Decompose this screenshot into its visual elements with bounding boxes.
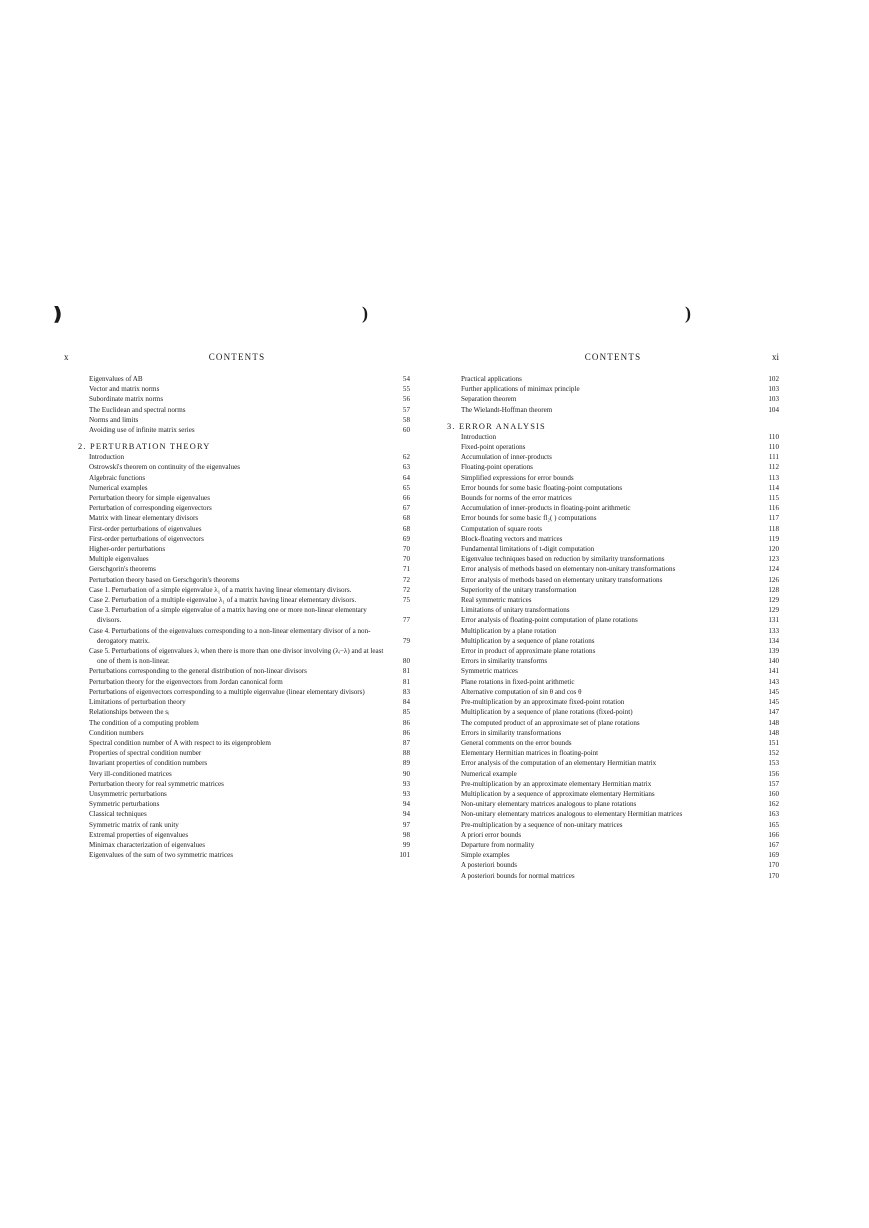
toc-entry-label: Multiplication by a sequence of plane rotations (fixed-point) xyxy=(461,708,633,717)
toc-entry-label: Error bounds for some basic fl₂( ) computations xyxy=(461,514,597,523)
toc-entry-page: 170 xyxy=(768,861,779,870)
toc-entry xyxy=(64,718,410,728)
toc-entry-page: 68 xyxy=(402,514,410,523)
toc-entry-label: Elementary Hermitian matrices in floating-point xyxy=(461,749,599,758)
toc-entry xyxy=(447,483,779,493)
toc-entry xyxy=(64,575,410,585)
toc-entry-page: 169 xyxy=(768,851,779,860)
toc-entry-label: A posteriori bounds for normal matrices xyxy=(461,871,575,880)
toc-entry-label: The Euclidean and spectral norms xyxy=(89,405,186,414)
toc-entry-label: Avoiding use of infinite matrix series xyxy=(89,426,195,435)
toc-entry-label: Condition numbers xyxy=(89,728,144,737)
toc-entry xyxy=(447,626,779,636)
toc-entry-page: 77 xyxy=(402,616,410,625)
toc-entry xyxy=(64,513,410,523)
toc-entry-page: 133 xyxy=(768,626,779,635)
right-page-number: xi xyxy=(771,352,779,362)
toc-entry-label: Case 5. Perturbations of eigenvalues λᵢ when there is more than one divisor involving (λᵢ−λ) and at least one of them is non-linear. xyxy=(89,647,384,666)
toc-entry-page: 170 xyxy=(768,871,779,880)
toc-entry xyxy=(64,666,410,676)
toc-entry-label: Properties of spectral condition number xyxy=(89,749,202,758)
toc-entry-label: Case 2. Perturbation of a multiple eigenvalue λ₁ of a matrix having linear elementary divisors. xyxy=(89,596,357,605)
toc-entry xyxy=(447,758,779,768)
toc-entry-label: Perturbation theory for simple eigenvalues xyxy=(89,494,210,503)
toc-entry xyxy=(447,656,779,666)
toc-entry-label: Unsymmetric perturbations xyxy=(89,789,167,798)
toc-entry xyxy=(64,687,410,697)
toc-entry-page: 88 xyxy=(402,749,410,758)
toc-entry xyxy=(447,697,779,707)
toc-entry xyxy=(64,799,410,809)
toc-entry-label: Error analysis of the computation of an elementary Hermitian matrix xyxy=(461,759,657,768)
toc-entry-label: Pre-multiplication by a sequence of non-unitary matrices xyxy=(461,820,623,829)
toc-entry-label: The condition of a computing problem xyxy=(89,718,199,727)
toc-entry-page: 99 xyxy=(402,840,410,849)
toc-entry-page: 71 xyxy=(402,565,410,574)
toc-entry-label: Invariant properties of condition numbers xyxy=(89,759,208,768)
toc-entry-page: 117 xyxy=(768,514,779,523)
toc-entry-label: Eigenvalues of the sum of two symmetric matrices xyxy=(89,851,234,860)
toc-entry xyxy=(64,564,410,574)
toc-entry-page: 70 xyxy=(402,545,410,554)
toc-entry xyxy=(64,585,410,595)
toc-entry xyxy=(447,687,779,697)
toc-entry-label: Subordinate matrix norms xyxy=(89,395,164,404)
toc-entry xyxy=(64,779,410,789)
toc-entry-label: Simple examples xyxy=(461,851,510,860)
toc-entry xyxy=(64,626,410,646)
toc-entry xyxy=(447,605,779,615)
left-page xyxy=(64,352,410,860)
toc-entry xyxy=(447,544,779,554)
toc-entry xyxy=(447,554,779,564)
toc-entry-page: 160 xyxy=(768,789,779,798)
toc-entry-label: Accumulation of inner-products in floating-point arithmetic xyxy=(461,504,631,513)
toc-entry-label: Symmetric matrices xyxy=(461,667,518,676)
toc-entry xyxy=(64,452,410,462)
toc-entry-label: Non-unitary elementary matrices analogous to elementary Hermitian matrices xyxy=(461,810,683,819)
toc-entry-page: 129 xyxy=(768,596,779,605)
toc-entry-page: 163 xyxy=(768,810,779,819)
toc-entry-label: Limitations of unitary transformations xyxy=(461,606,570,615)
scan-mark-middle: ) xyxy=(362,303,368,323)
toc-entry-page: 145 xyxy=(768,698,779,707)
toc-entry xyxy=(64,415,410,425)
toc-entry-label: Practical applications xyxy=(461,375,522,383)
toc-entry xyxy=(447,513,779,523)
right-page-title: CONTENTS xyxy=(584,352,642,362)
toc-entry xyxy=(64,544,410,554)
toc-entry xyxy=(447,809,779,819)
toc-entry xyxy=(64,697,410,707)
toc-entry-page: 83 xyxy=(402,687,410,696)
toc-entry-page: 129 xyxy=(768,606,779,615)
toc-entry xyxy=(64,677,410,687)
toc-entry-page: 156 xyxy=(768,769,779,778)
toc-entry-label: Perturbations corresponding to the general distribution of non-linear divisors xyxy=(89,667,307,676)
toc-entry-page: 123 xyxy=(768,555,779,564)
toc-entry-label: Error analysis of floating-point computation of plane rotations xyxy=(461,616,638,625)
toc-entry-page: 118 xyxy=(768,524,779,533)
toc-entry-page: 63 xyxy=(402,463,410,472)
toc-entry xyxy=(64,503,410,513)
toc-entry-label: Error in product of approximate plane rotations xyxy=(461,647,596,656)
toc-entry-label: Perturbations of eigenvectors corresponding to a multiple eigenvalue (linear elementary divisors) xyxy=(89,687,365,696)
toc-entry-label: Error bounds for some basic floating-point computations xyxy=(461,483,623,492)
toc-entry-page: 165 xyxy=(768,820,779,829)
toc-entry-page: 62 xyxy=(402,453,410,462)
toc-entry-label: First-order perturbations of eigenvalues xyxy=(89,524,202,533)
toc-entry-label: Perturbation theory based on Gerschgorin's theorems xyxy=(89,575,240,584)
toc-entry-label: Perturbation theory for real symmetric matrices xyxy=(89,779,224,788)
toc-entry-label: Numerical examples xyxy=(89,483,148,492)
toc-entry-page: 126 xyxy=(768,575,779,584)
toc-entry-page: 56 xyxy=(402,395,410,404)
toc-entry xyxy=(447,384,779,394)
toc-entry-page: 94 xyxy=(402,800,410,809)
toc-entry xyxy=(447,789,779,799)
toc-entry-label: Classical techniques xyxy=(89,810,147,819)
toc-entry-page: 81 xyxy=(402,677,410,686)
toc-entry xyxy=(64,483,410,493)
toc-entry-label: Alternative computation of sin θ and cos θ xyxy=(461,687,582,696)
toc-entry-label: Gerschgorin's theorems xyxy=(89,565,156,574)
toc-entry-label: Real symmetric matrices xyxy=(461,596,532,605)
toc-entry-page: 145 xyxy=(768,687,779,696)
toc-entry-label: Multiplication by a sequence of plane rotations xyxy=(461,636,595,645)
toc-entry-page: 111 xyxy=(768,453,779,462)
toc-entry-label: Case 1. Perturbation of a simple eigenvalue λ₁ of a matrix having linear elementary divisors. xyxy=(89,585,352,594)
toc-entry-page: 131 xyxy=(768,616,779,625)
toc-entry-page: 148 xyxy=(768,718,779,727)
toc-entry-label: Very ill-conditioned matrices xyxy=(89,769,172,778)
toc-entry-label: Algebraic functions xyxy=(89,473,146,482)
toc-entry-page: 148 xyxy=(768,728,779,737)
toc-entry xyxy=(447,462,779,472)
toc-entry xyxy=(447,718,779,728)
toc-entry-page: 119 xyxy=(768,534,779,543)
toc-entry xyxy=(64,707,410,717)
toc-entry xyxy=(447,442,779,452)
left-chapter-title: 2. PERTURBATION THEORY xyxy=(78,442,211,452)
toc-entry-page: 110 xyxy=(768,432,779,441)
toc-entry-label: The computed product of an approximate set of plane rotations xyxy=(461,718,640,727)
toc-entry xyxy=(447,394,779,404)
toc-entry-page: 85 xyxy=(402,708,410,717)
toc-entry-label: Introduction xyxy=(461,432,497,441)
toc-entry-label: Perturbation of corresponding eigenvectors xyxy=(89,504,212,513)
toc-entry-label: Relationships between the sᵢ xyxy=(89,708,170,717)
toc-entry-label: Numerical example xyxy=(461,769,517,778)
toc-entry-label: Introduction xyxy=(89,453,125,462)
toc-entry xyxy=(64,394,410,404)
toc-entry-page: 124 xyxy=(768,565,779,574)
toc-entry xyxy=(64,789,410,799)
toc-entry xyxy=(447,840,779,850)
toc-entry-page: 102 xyxy=(768,375,779,383)
toc-entry xyxy=(64,473,410,483)
toc-entry-label: Ostrowski's theorem on continuity of the eigenvalues xyxy=(89,463,241,472)
toc-entry-page: 54 xyxy=(402,375,410,383)
toc-entry-label: Separation theorem xyxy=(461,395,517,404)
toc-entry xyxy=(64,809,410,819)
toc-entry xyxy=(447,748,779,758)
toc-entry xyxy=(64,820,410,830)
toc-entry xyxy=(447,666,779,676)
toc-entry xyxy=(64,534,410,544)
toc-entry-label: Spectral condition number of A with respect to its eigenproblem xyxy=(89,738,271,747)
toc-entry-label: A posteriori bounds xyxy=(461,861,517,870)
toc-entry xyxy=(64,374,410,384)
toc-entry-page: 87 xyxy=(402,738,410,747)
toc-entry xyxy=(64,840,410,850)
toc-entry xyxy=(447,452,779,462)
toc-entry xyxy=(447,432,779,442)
toc-entry-page: 70 xyxy=(402,555,410,564)
toc-entry-page: 68 xyxy=(402,524,410,533)
toc-entry xyxy=(64,595,410,605)
toc-entry-label: Departure from normality xyxy=(461,840,535,849)
toc-entry-label: Error analysis of methods based on elementary non-unitary transformations xyxy=(461,565,676,574)
toc-entry-page: 162 xyxy=(768,800,779,809)
right-chapter-toc-list xyxy=(447,432,779,881)
toc-entry-page: 93 xyxy=(402,789,410,798)
toc-entry-page: 166 xyxy=(768,830,779,839)
toc-entry xyxy=(64,830,410,840)
toc-entry-label: Pre-multiplication by an approximate fixed-point rotation xyxy=(461,698,625,707)
toc-entry xyxy=(447,564,779,574)
toc-entry-page: 152 xyxy=(768,749,779,758)
toc-entry-label: Plane rotations in fixed-point arithmetic xyxy=(461,677,575,686)
toc-entry-label: Eigenvalue techniques based on reduction by similarity transformations xyxy=(461,555,665,564)
toc-entry-page: 167 xyxy=(768,840,779,849)
toc-entry-label: Bounds for norms of the error matrices xyxy=(461,494,572,503)
toc-entry-page: 57 xyxy=(402,405,410,414)
toc-entry-page: 103 xyxy=(768,395,779,404)
toc-entry-page: 128 xyxy=(768,585,779,594)
toc-entry-label: Block-floating vectors and matrices xyxy=(461,534,563,543)
right-toc-list xyxy=(447,374,779,415)
toc-entry-label: Minimax characterization of eigenvalues xyxy=(89,840,206,849)
toc-entry xyxy=(447,585,779,595)
toc-entry-page: 80 xyxy=(402,657,410,666)
toc-entry-label: First-order perturbations of eigenvectors xyxy=(89,534,204,543)
toc-entry-page: 67 xyxy=(402,504,410,513)
toc-entry-label: Fixed-point operations xyxy=(461,443,526,452)
toc-entry-page: 143 xyxy=(768,677,779,686)
right-chapter-title: 3. ERROR ANALYSIS xyxy=(447,421,546,431)
toc-entry-label: Case 4. Perturbations of the eigenvalues corresponding to a non-linear elementary divisor of a non-derogatory matrix. xyxy=(89,626,371,645)
toc-entry-page: 90 xyxy=(402,769,410,778)
right-page-header xyxy=(447,352,779,366)
toc-entry xyxy=(447,493,779,503)
toc-entry-page: 75 xyxy=(402,596,410,605)
right-page xyxy=(447,352,779,881)
toc-entry-label: Accumulation of inner-products xyxy=(461,453,552,462)
toc-entry xyxy=(64,405,410,415)
toc-entry-page: 153 xyxy=(768,759,779,768)
toc-entry xyxy=(64,758,410,768)
toc-entry xyxy=(64,605,410,625)
toc-entry-page: 110 xyxy=(768,443,779,452)
toc-entry-label: Floating-point operations xyxy=(461,463,533,472)
toc-entry xyxy=(447,503,779,513)
toc-entry-page: 120 xyxy=(768,545,779,554)
toc-entry-page: 139 xyxy=(768,647,779,656)
toc-entry-label: Perturbation theory for the eigenvectors from Jordan canonical form xyxy=(89,677,283,686)
toc-entry-page: 81 xyxy=(402,667,410,676)
toc-entry-page: 157 xyxy=(768,779,779,788)
toc-entry-page: 79 xyxy=(402,636,410,645)
toc-entry-page: 84 xyxy=(402,698,410,707)
toc-entry xyxy=(64,524,410,534)
toc-entry-page: 115 xyxy=(768,494,779,503)
toc-entry xyxy=(447,820,779,830)
toc-entry-page: 72 xyxy=(402,575,410,584)
scan-mark-left: ❫ xyxy=(50,304,66,324)
toc-entry xyxy=(447,473,779,483)
left-page-title: CONTENTS xyxy=(208,352,266,362)
toc-entry-page: 65 xyxy=(402,483,410,492)
toc-entry-page: 113 xyxy=(768,473,779,482)
toc-entry-label: Error analysis of methods based on elementary unitary transformations xyxy=(461,575,663,584)
toc-entry-page: 69 xyxy=(402,534,410,543)
toc-entry xyxy=(64,493,410,503)
toc-entry xyxy=(447,707,779,717)
toc-entry xyxy=(447,830,779,840)
toc-entry xyxy=(447,860,779,870)
toc-entry xyxy=(64,462,410,472)
toc-entry-page: 151 xyxy=(768,738,779,747)
toc-entry-page: 141 xyxy=(768,667,779,676)
toc-entry-label: Limitations of perturbation theory xyxy=(89,698,186,707)
toc-entry-label: Matrix with linear elementary divisors xyxy=(89,514,199,523)
toc-entry xyxy=(447,850,779,860)
toc-entry-page: 93 xyxy=(402,779,410,788)
toc-entry-label: The Wielandt-Hoffman theorem xyxy=(461,405,553,414)
toc-entry-label: Norms and limits xyxy=(89,415,139,424)
toc-entry xyxy=(64,738,410,748)
toc-entry-label: Errors in similarity transformations xyxy=(461,728,562,737)
toc-entry-page: 112 xyxy=(768,463,779,472)
toc-entry-label: Further applications of minimax principle xyxy=(461,385,580,394)
toc-entry xyxy=(64,554,410,564)
toc-entry-page: 60 xyxy=(402,426,410,435)
toc-entry-label: General comments on the error bounds xyxy=(461,738,572,747)
toc-entry-page: 86 xyxy=(402,728,410,737)
toc-entry-page: 72 xyxy=(402,585,410,594)
toc-entry-label: Multiplication by a sequence of approximate elementary Hermitians xyxy=(461,789,655,798)
toc-entry xyxy=(447,595,779,605)
toc-entry-label: Symmetric perturbations xyxy=(89,800,160,809)
toc-entry-page: 94 xyxy=(402,810,410,819)
toc-entry-label: Pre-multiplication by an approximate elementary Hermitian matrix xyxy=(461,779,652,788)
toc-entry xyxy=(447,636,779,646)
toc-entry-label: Multiple eigenvalues xyxy=(89,555,149,564)
toc-entry xyxy=(64,748,410,758)
toc-entry-label: Symmetric matrix of rank unity xyxy=(89,820,179,829)
toc-entry-page: 147 xyxy=(768,708,779,717)
toc-entry-page: 98 xyxy=(402,830,410,839)
toc-entry xyxy=(447,646,779,656)
toc-entry xyxy=(64,728,410,738)
toc-entry xyxy=(447,779,779,789)
toc-entry-page: 64 xyxy=(402,473,410,482)
toc-entry-page: 103 xyxy=(768,385,779,394)
toc-entry xyxy=(447,871,779,881)
toc-entry xyxy=(64,425,410,435)
toc-entry xyxy=(447,405,779,415)
toc-entry xyxy=(447,799,779,809)
toc-entry xyxy=(447,769,779,779)
toc-entry xyxy=(447,738,779,748)
left-page-header xyxy=(64,352,410,366)
left-toc-list xyxy=(64,374,410,435)
toc-entry xyxy=(447,677,779,687)
toc-entry-page: 134 xyxy=(768,636,779,645)
toc-entry-label: Vector and matrix norms xyxy=(89,385,160,394)
left-chapter-toc-list xyxy=(64,452,410,860)
toc-entry-label: Case 3. Perturbation of a simple eigenvalue of a matrix having one or more non-linear elementary divisors. xyxy=(89,606,367,625)
left-page-number: x xyxy=(64,352,69,362)
toc-entry xyxy=(64,769,410,779)
toc-entry-page: 89 xyxy=(402,759,410,768)
toc-entry-label: Simplified expressions for error bounds xyxy=(461,473,574,482)
toc-entry-page: 140 xyxy=(768,657,779,666)
toc-entry-label: Eigenvalues of AB xyxy=(89,375,143,383)
toc-entry-page: 55 xyxy=(402,385,410,394)
toc-entry-page: 104 xyxy=(768,405,779,414)
toc-entry-page: 101 xyxy=(399,851,410,860)
toc-entry xyxy=(64,646,410,666)
toc-entry-page: 116 xyxy=(768,504,779,513)
toc-entry-label: Multiplication by a plane rotation xyxy=(461,626,557,635)
toc-entry-page: 97 xyxy=(402,820,410,829)
toc-entry xyxy=(447,534,779,544)
toc-entry-label: Superiority of the unitary transformation xyxy=(461,585,577,594)
toc-entry-label: Computation of square roots xyxy=(461,524,542,533)
toc-entry xyxy=(447,374,779,384)
toc-entry-label: Extremal properties of eigenvalues xyxy=(89,830,189,839)
toc-entry-page: 58 xyxy=(402,415,410,424)
toc-entry-page: 86 xyxy=(402,718,410,727)
toc-entry-page: 114 xyxy=(768,483,779,492)
toc-entry xyxy=(447,728,779,738)
toc-entry-label: Non-unitary elementary matrices analogous to plane rotations xyxy=(461,800,637,809)
toc-entry xyxy=(64,384,410,394)
scan-mark-right: ) xyxy=(685,303,691,323)
toc-entry-label: Errors in similarity transforms xyxy=(461,657,548,666)
toc-entry-page: 66 xyxy=(402,494,410,503)
toc-entry-label: A priori error bounds xyxy=(461,830,522,839)
toc-entry xyxy=(447,615,779,625)
toc-entry-label: Higher-order perturbations xyxy=(89,545,166,554)
toc-entry xyxy=(64,850,410,860)
toc-entry-label: Fundamental limitations of t-digit computation xyxy=(461,545,595,554)
toc-entry xyxy=(447,524,779,534)
toc-entry xyxy=(447,575,779,585)
